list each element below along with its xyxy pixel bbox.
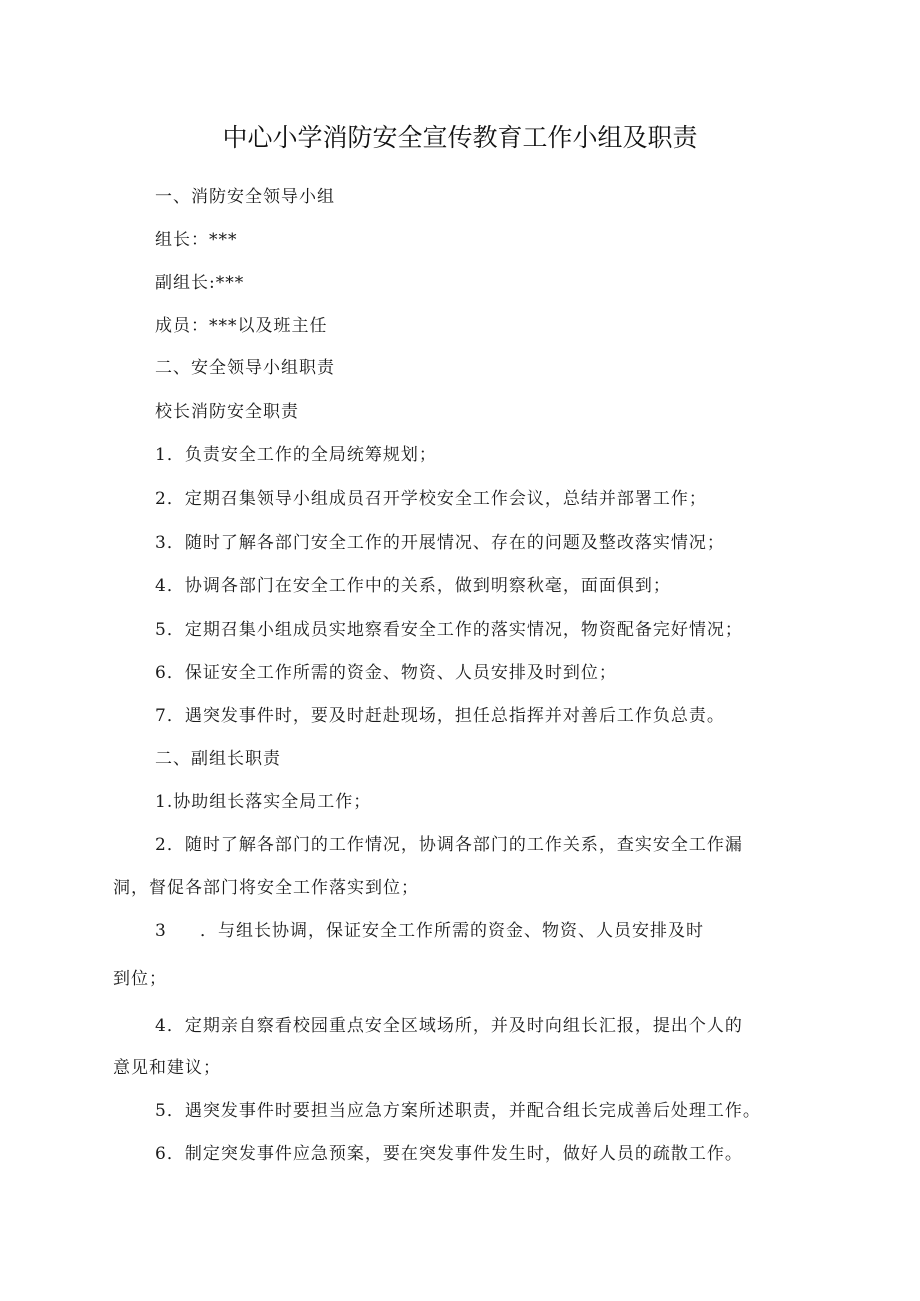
- principal-duty-item: 3．随时了解各部门安全工作的开展情况、存在的问题及整改落实情况；: [155, 533, 725, 553]
- deputy-duty-item: 4．定期亲自察看校园重点安全区域场所，并及时向组长汇报，提出个人的: [155, 1016, 743, 1036]
- document-title: 中心小学消防安全宣传教育工作小组及职责: [222, 123, 698, 152]
- deputy-duty-item-continuation: 洞，督促各部门将安全工作落实到位；: [113, 878, 419, 898]
- principal-duty-item: 6．保证安全工作所需的资金、物资、人员安排及时到位；: [155, 663, 617, 683]
- deputy-duties-heading: 二、副组长职责: [155, 749, 281, 769]
- deputy-duty-item: 6．制定突发事件应急预案，要在突发事件发生时，做好人员的疏散工作。: [155, 1144, 743, 1164]
- deputy-duty-item: ．与组长协调，保证安全工作所需的资金、物资、人员安排及时: [200, 921, 704, 941]
- section-heading-leadership-group: 一、消防安全领导小组: [155, 187, 335, 207]
- members-line: 成员：***以及班主任: [155, 316, 328, 336]
- deputy-duty-item: 1.协助组长落实全局工作；: [155, 792, 372, 812]
- principal-duties-heading: 校长消防安全职责: [155, 402, 299, 422]
- section-heading-group-duties: 二、安全领导小组职责: [155, 358, 335, 378]
- principal-duty-item: 5．定期召集小组成员实地察看安全工作的落实情况，物资配备完好情况；: [155, 620, 743, 640]
- principal-duty-item: 1．负责安全工作的全局统筹规划；: [155, 445, 437, 465]
- leader-line: 组长：***: [155, 230, 238, 250]
- deputy-duty-item-number: 3: [155, 921, 167, 941]
- deputy-duty-item-continuation: 意见和建议；: [113, 1058, 221, 1078]
- deputy-leader-line: 副组长:***: [155, 273, 245, 293]
- principal-duty-item: 7．遇突发事件时，要及时赶赴现场，担任总指挥并对善后工作负总责。: [155, 706, 725, 726]
- principal-duty-item: 4．协调各部门在安全工作中的关系，做到明察秋毫，面面俱到；: [155, 576, 671, 596]
- principal-duty-item: 2．定期召集领导小组成员召开学校安全工作会议，总结并部署工作；: [155, 489, 707, 509]
- deputy-duty-item: 5．遇突发事件时要担当应急方案所述职责，并配合组长完成善后处理工作。: [155, 1101, 761, 1121]
- deputy-duty-item: 2．随时了解各部门的工作情况，协调各部门的工作关系，查实安全工作漏: [155, 835, 743, 855]
- deputy-duty-item-continuation: 到位；: [113, 969, 167, 989]
